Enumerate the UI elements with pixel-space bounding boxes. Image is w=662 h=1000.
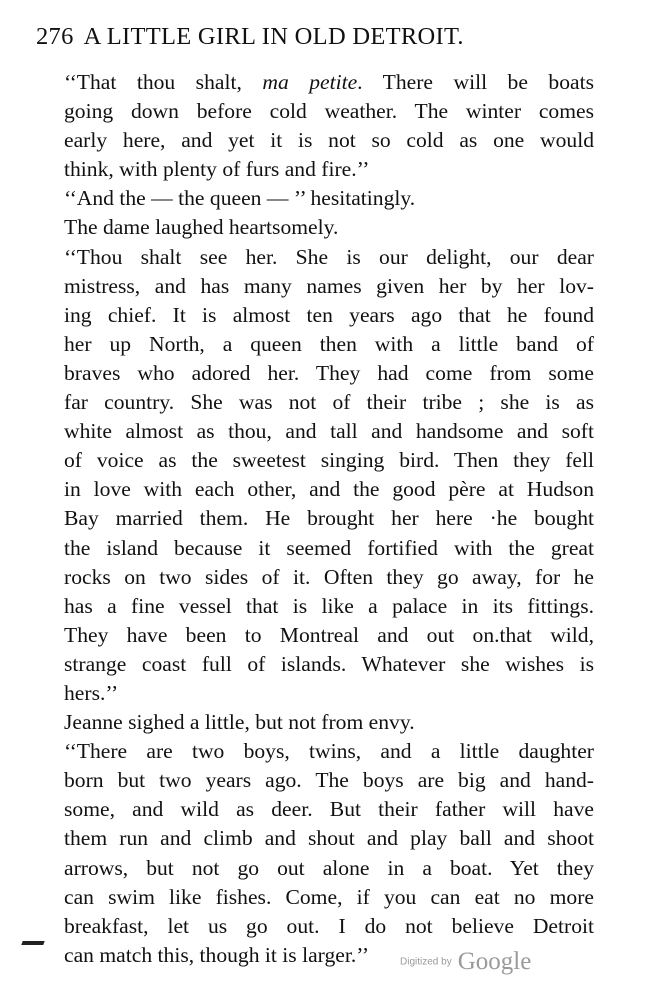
digitization-watermark	[400, 948, 531, 978]
text-line: some, and wild as deer. But their father will have	[64, 797, 594, 822]
text-line: can swim like fishes. Come, if you can eat no more	[64, 884, 594, 909]
text-line: think, with plenty of furs and fire.’’	[64, 157, 370, 182]
text-line: rocks on two sides of it. Often they go away, for he	[64, 564, 594, 589]
watermark-prefix: Digitized by	[400, 956, 452, 968]
italic-phrase: ma petite	[262, 70, 358, 94]
text-line: the island because it seemed fortified with the great	[64, 535, 594, 560]
text-line: hers.’’	[64, 680, 119, 705]
running-head	[36, 22, 596, 52]
text-line: has a fine vessel that is like a palace in its fittings.	[64, 593, 594, 618]
text-line: ing chief. It is almost ten years ago that he found	[64, 302, 594, 327]
text-line: white almost as thou, and tall and handsome and soft	[64, 419, 594, 444]
text-line: of voice as the sweetest singing bird. Then they fell	[64, 448, 594, 473]
text-line: They have been to Montreal and out on.that wild,	[64, 622, 594, 647]
text-line: Jeanne sighed a little, but not from envy.	[64, 710, 415, 735]
text-line: Bay married them. He brought her here ·he bought	[64, 506, 594, 531]
running-title: A LITTLE GIRL IN OLD DETROIT.	[83, 23, 464, 50]
text-line: mistress, and has many names given her by her lov-	[64, 273, 594, 298]
text-line: going down before cold weather. The winter comes	[64, 99, 594, 124]
text-line: ‘‘Thou shalt see her. She is our delight, our dear	[64, 244, 594, 269]
text-line: arrows, but not go out alone in a boat. Yet they	[64, 855, 594, 880]
body-text	[64, 68, 594, 970]
text-line: ‘‘There are two boys, twins, and a little daughter	[64, 739, 594, 764]
text-line: strange coast full of islands. Whatever she wishes is	[64, 651, 594, 676]
text-line: braves who adored her. They had come from some	[64, 360, 594, 385]
text-line: in love with each other, and the good père at Hudson	[64, 477, 594, 502]
text-line: far country. She was not of their tribe ; she is as	[64, 390, 594, 415]
page-number: 276	[36, 23, 74, 50]
watermark-brand: Google	[457, 948, 532, 975]
text-line: breakfast, let us go out. I do not believe Detroit	[64, 913, 594, 938]
text-line: born but two years ago. The boys are big and hand-	[64, 768, 594, 793]
printer-mark	[21, 941, 44, 945]
text-line: ‘‘That thou shalt, ma petite. There will be boats	[64, 70, 594, 94]
text-line: can match this, though it is larger.’’	[64, 942, 370, 967]
text-line: early here, and yet it is not so cold as one would	[64, 128, 594, 153]
text-line: The dame laughed heartsomely.	[64, 215, 339, 240]
text-line: them run and climb and shout and play ball and shoot	[64, 826, 594, 851]
text-line: ‘‘And the — the queen — ’’ hesitatingly.	[64, 186, 416, 211]
text-line: her up North, a queen then with a little band of	[64, 331, 594, 356]
